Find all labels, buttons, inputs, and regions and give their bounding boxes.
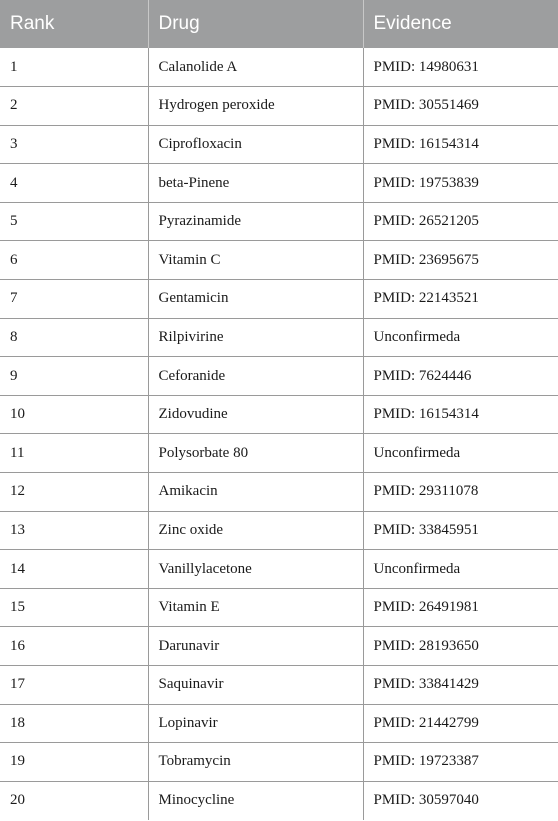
rank-cell: 5	[0, 202, 148, 241]
table-row	[0, 781, 558, 820]
drug-cell: Hydrogen peroxide	[148, 87, 363, 126]
rank-cell: 12	[0, 473, 148, 512]
evidence-cell: PMID: 28193650	[363, 627, 558, 666]
evidence-cell: Unconfirmeda	[363, 318, 558, 357]
rank-cell: 4	[0, 164, 148, 203]
table-row	[0, 434, 558, 473]
rank-cell: 18	[0, 704, 148, 743]
rank-cell: 9	[0, 357, 148, 396]
evidence-cell: PMID: 26491981	[363, 588, 558, 627]
table-row	[0, 666, 558, 705]
header-evidence: Evidence	[363, 0, 558, 48]
rank-cell: 19	[0, 743, 148, 782]
evidence-cell: PMID: 33841429	[363, 666, 558, 705]
drug-cell: Vitamin C	[148, 241, 363, 280]
rank-cell: 10	[0, 395, 148, 434]
rank-cell: 14	[0, 550, 148, 589]
table-row	[0, 588, 558, 627]
evidence-cell: Unconfirmeda	[363, 434, 558, 473]
drug-cell: Vitamin E	[148, 588, 363, 627]
drug-cell: Calanolide A	[148, 48, 363, 87]
evidence-cell: Unconfirmeda	[363, 550, 558, 589]
drug-cell: Gentamicin	[148, 280, 363, 319]
table-row	[0, 318, 558, 357]
table-row	[0, 743, 558, 782]
drug-cell: Rilpivirine	[148, 318, 363, 357]
drug-cell: Polysorbate 80	[148, 434, 363, 473]
rank-cell: 20	[10, 792, 25, 809]
table-row	[0, 280, 558, 319]
drug-cell: Amikacin	[148, 473, 363, 512]
evidence-cell: PMID: 26521205	[363, 202, 558, 241]
drug-cell: Vanillylacetone	[148, 550, 363, 589]
drug-cell: Ciprofloxacin	[148, 125, 363, 164]
table-row	[0, 395, 558, 434]
drug-cell: Saquinavir	[148, 666, 363, 705]
evidence-cell: PMID: 22143521	[363, 280, 558, 319]
table-row	[0, 48, 558, 87]
rank-cell: 15	[0, 588, 148, 627]
table-header	[0, 0, 558, 48]
evidence-cell: PMID: 29311078	[363, 473, 558, 512]
table-row	[0, 202, 558, 241]
rank-cell: 7	[0, 280, 148, 319]
table-row	[0, 473, 558, 512]
rank-cell: 11	[0, 434, 148, 473]
drug-cell: Darunavir	[148, 627, 363, 666]
drug-cell: Zidovudine	[148, 395, 363, 434]
rank-cell: 1	[0, 48, 148, 87]
table-row	[0, 125, 558, 164]
evidence-cell: PMID: 23695675	[363, 241, 558, 280]
rank-cell: 6	[0, 241, 148, 280]
table-row	[0, 87, 558, 126]
table-body	[0, 48, 558, 820]
evidence-cell: PMID: 7624446	[363, 357, 558, 396]
drug-cell: Tobramycin	[148, 743, 363, 782]
drug-cell: Lopinavir	[148, 704, 363, 743]
evidence-cell: PMID: 16154314	[363, 125, 558, 164]
table-row	[0, 357, 558, 396]
table-row	[0, 164, 558, 203]
evidence-cell: PMID: 21442799	[363, 704, 558, 743]
rank-cell: 2	[0, 87, 148, 126]
evidence-cell: PMID: 33845951	[363, 511, 558, 550]
evidence-cell: PMID: 19723387	[363, 743, 558, 782]
drug-cell: Zinc oxide	[148, 511, 363, 550]
header-row	[0, 0, 558, 48]
evidence-cell: PMID: 30597040	[363, 781, 558, 820]
rank-cell: 16	[0, 627, 148, 666]
evidence-cell: PMID: 14980631	[363, 48, 558, 87]
table-row	[0, 627, 558, 666]
rank-cell: 17	[0, 666, 148, 705]
rank-cell: 8	[0, 318, 148, 357]
header-drug: Drug	[148, 0, 363, 48]
table-row	[0, 511, 558, 550]
evidence-cell: PMID: 16154314	[363, 395, 558, 434]
table-row	[0, 241, 558, 280]
header-rank: Rank	[0, 0, 148, 48]
drug-cell: beta-Pinene	[148, 164, 363, 203]
rank-cell: 3	[0, 125, 148, 164]
table-row	[0, 704, 558, 743]
drug-cell: Ceforanide	[148, 357, 363, 396]
drug-cell: Pyrazinamide	[148, 202, 363, 241]
table-row	[0, 550, 558, 589]
rank-cell: 13	[0, 511, 148, 550]
evidence-cell: PMID: 30551469	[363, 87, 558, 126]
drug-cell: Minocycline	[148, 781, 363, 820]
evidence-cell: PMID: 19753839	[363, 164, 558, 203]
